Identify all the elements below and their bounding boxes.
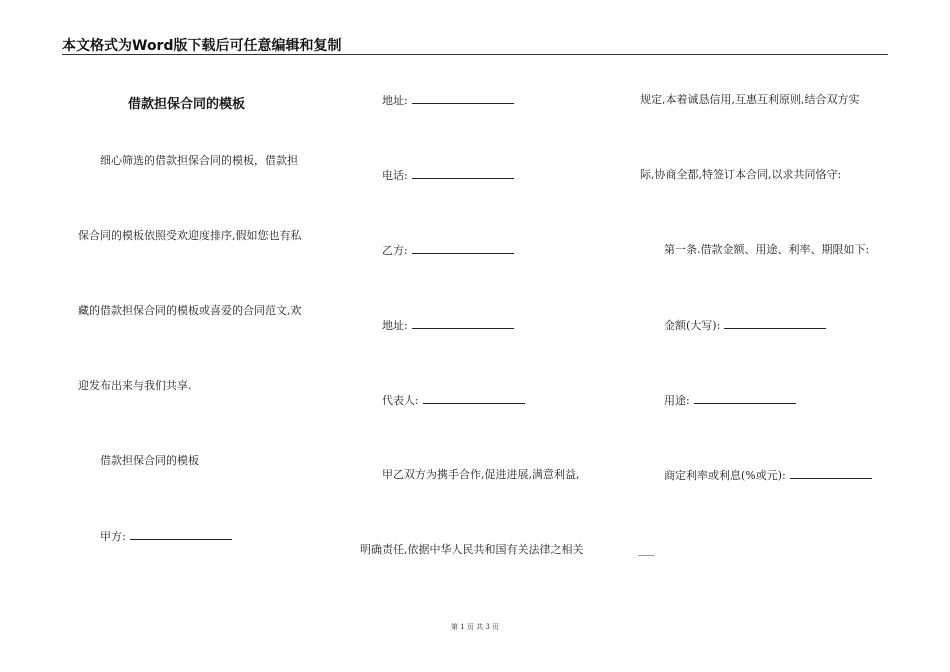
address-1-label: 地址: [382, 94, 408, 107]
rate-blank [790, 468, 872, 479]
agreement-line-4: 际,协商全都,特签订本合同,以求共同恪守: [640, 168, 842, 181]
phone-label: 电话: [382, 169, 408, 182]
trailing-blank: ___ [638, 543, 655, 556]
header-text: 本文格式为Word版下载后可任意编辑和复制 [62, 38, 342, 54]
rate-label: 商定利率或利息(%或元): [664, 469, 786, 482]
purpose-field [664, 393, 796, 408]
party-a-field [100, 529, 232, 544]
intro-line-2: 保合同的模板依照受欢迎度排序,假如您也有私 [78, 229, 302, 242]
intro-line-3: 藏的借款担保合同的模板或喜爱的合同范文,欢 [78, 304, 302, 317]
representative-blank [423, 393, 525, 404]
representative-field [382, 393, 525, 408]
agreement-line-2: 明确责任,依据中华人民共和国有关法律之相关 [360, 543, 584, 556]
party-a-label: 甲方: [100, 530, 126, 543]
phone-field [382, 168, 514, 183]
party-b-field [382, 243, 514, 258]
intro-line-1: 细心筛选的借款担保合同的模板，借款担 [100, 154, 298, 167]
purpose-label: 用途: [664, 394, 690, 407]
party-b-blank [412, 243, 514, 254]
article-1-heading: 第一条.借款金额、用途、利率、期限如下: [664, 243, 870, 256]
amount-blank [724, 318, 826, 329]
representative-label: 代表人: [382, 394, 419, 407]
amount-label: 金额(大写): [664, 319, 721, 332]
party-b-label: 乙方: [382, 244, 408, 257]
page-header [62, 34, 888, 55]
party-a-blank [130, 529, 232, 540]
address-1-blank [412, 93, 514, 104]
agreement-line-1: 甲乙双方为携手合作,促进进展,满意利益, [382, 468, 580, 481]
address-2-field [382, 318, 514, 333]
amount-field [664, 318, 826, 333]
phone-blank [412, 168, 514, 179]
purpose-blank [694, 393, 796, 404]
page-number: 第 1 页 共 3 页 [450, 623, 500, 631]
address-2-blank [412, 318, 514, 329]
document-title: 借款担保合同的模板 [128, 97, 246, 112]
intro-line-4: 迎发布出来与我们共享. [78, 379, 192, 392]
agreement-line-3: 规定,本着诚恳信用,互惠互利原则,结合双方实 [640, 93, 860, 106]
subtitle: 借款担保合同的模板 [100, 454, 199, 467]
address-1-field [382, 93, 514, 108]
rate-field [664, 468, 872, 483]
address-2-label: 地址: [382, 319, 408, 332]
